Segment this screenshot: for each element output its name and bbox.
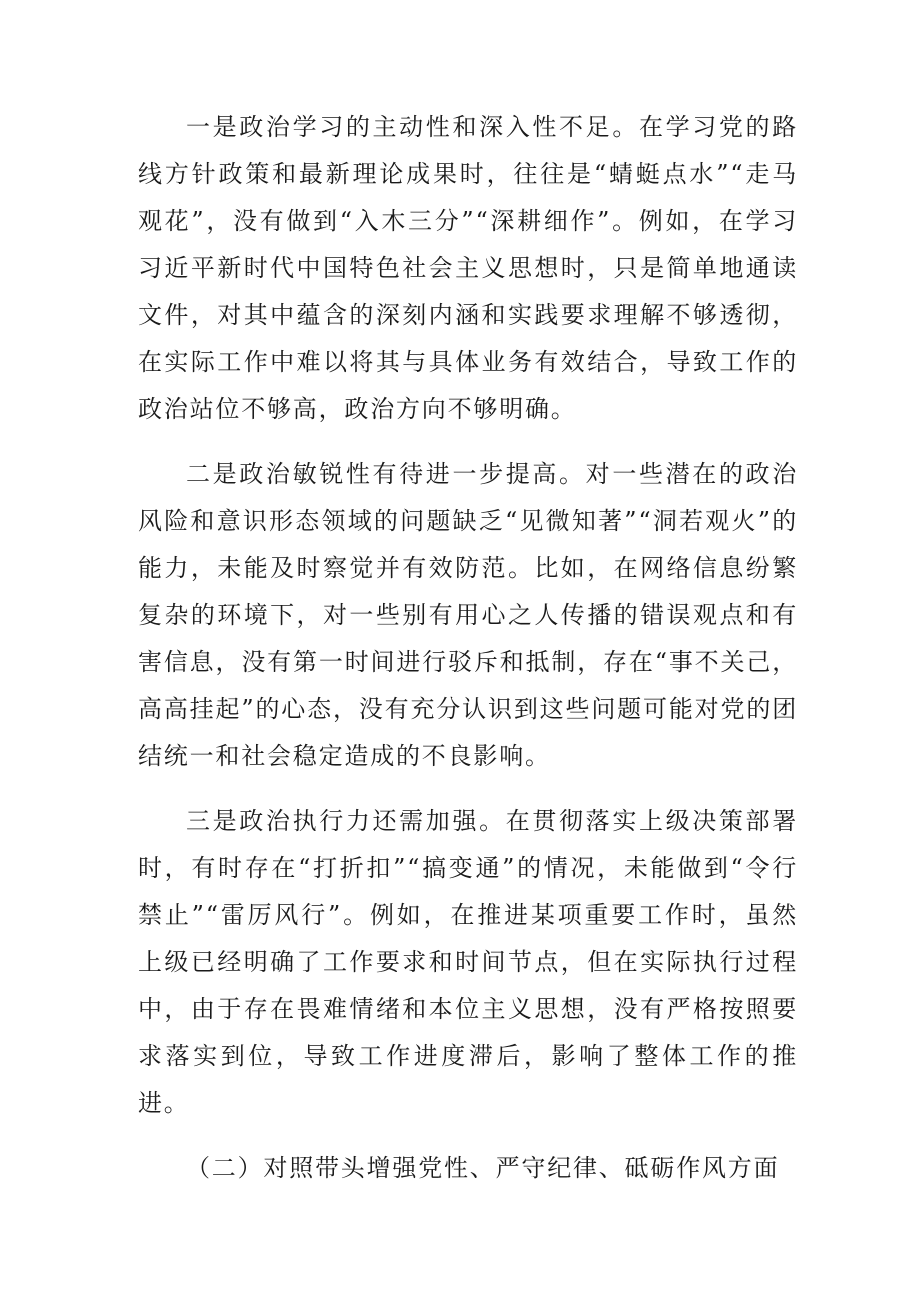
document-body — [138, 104, 798, 1192]
paragraph-political-study: 一是政治学习的主动性和深入性不足。在学习党的路线方针政策和最新理论成果时，往往是“蜻蜓点水”“走马观花”，没有做到“入木三分”“深耕细作”。例如，在学习习近平新时代中国特色社会主义思想时，只是简单地通读文件，对其中蕴含的深刻内涵和实践要求理解不够透彻，在实际工作中难以将其与具体业务有效结合，导致工作的政治站位不够高，政治方向不够明确。 — [138, 113, 798, 423]
section-heading: （二）对照带头增强党性、严守纪律、砥砺作风方面 — [186, 1154, 780, 1182]
paragraph-political-execution: 三是政治执行力还需加强。在贯彻落实上级决策部署时，有时存在“打折扣”“搞变通”的情况，未能做到“令行禁止”“雷厉风行”。例如，在推进某项重要工作时，虽然上级已经明确了工作要求和时间节点，但在实际执行过程中，由于存在畏难情绪和本位主义思想，没有严格按照要求落实到位，导致工作进度滞后，影响了整体工作的推进。 — [138, 807, 798, 1117]
paragraph-political-sensitivity: 二是政治敏锐性有待进一步提高。对一些潜在的政治风险和意识形态领域的问题缺乏“见微知著”“洞若观火”的能力，未能及时察觉并有效防范。比如，在网络信息纷繁复杂的环境下，对一些别有用心之人传播的错误观点和有害信息，没有第一时间进行驳斥和抵制，存在“事不关己，高高挂起”的心态，没有充分认识到这些问题可能对党的团结统一和社会稳定造成的不良影响。 — [138, 460, 798, 770]
